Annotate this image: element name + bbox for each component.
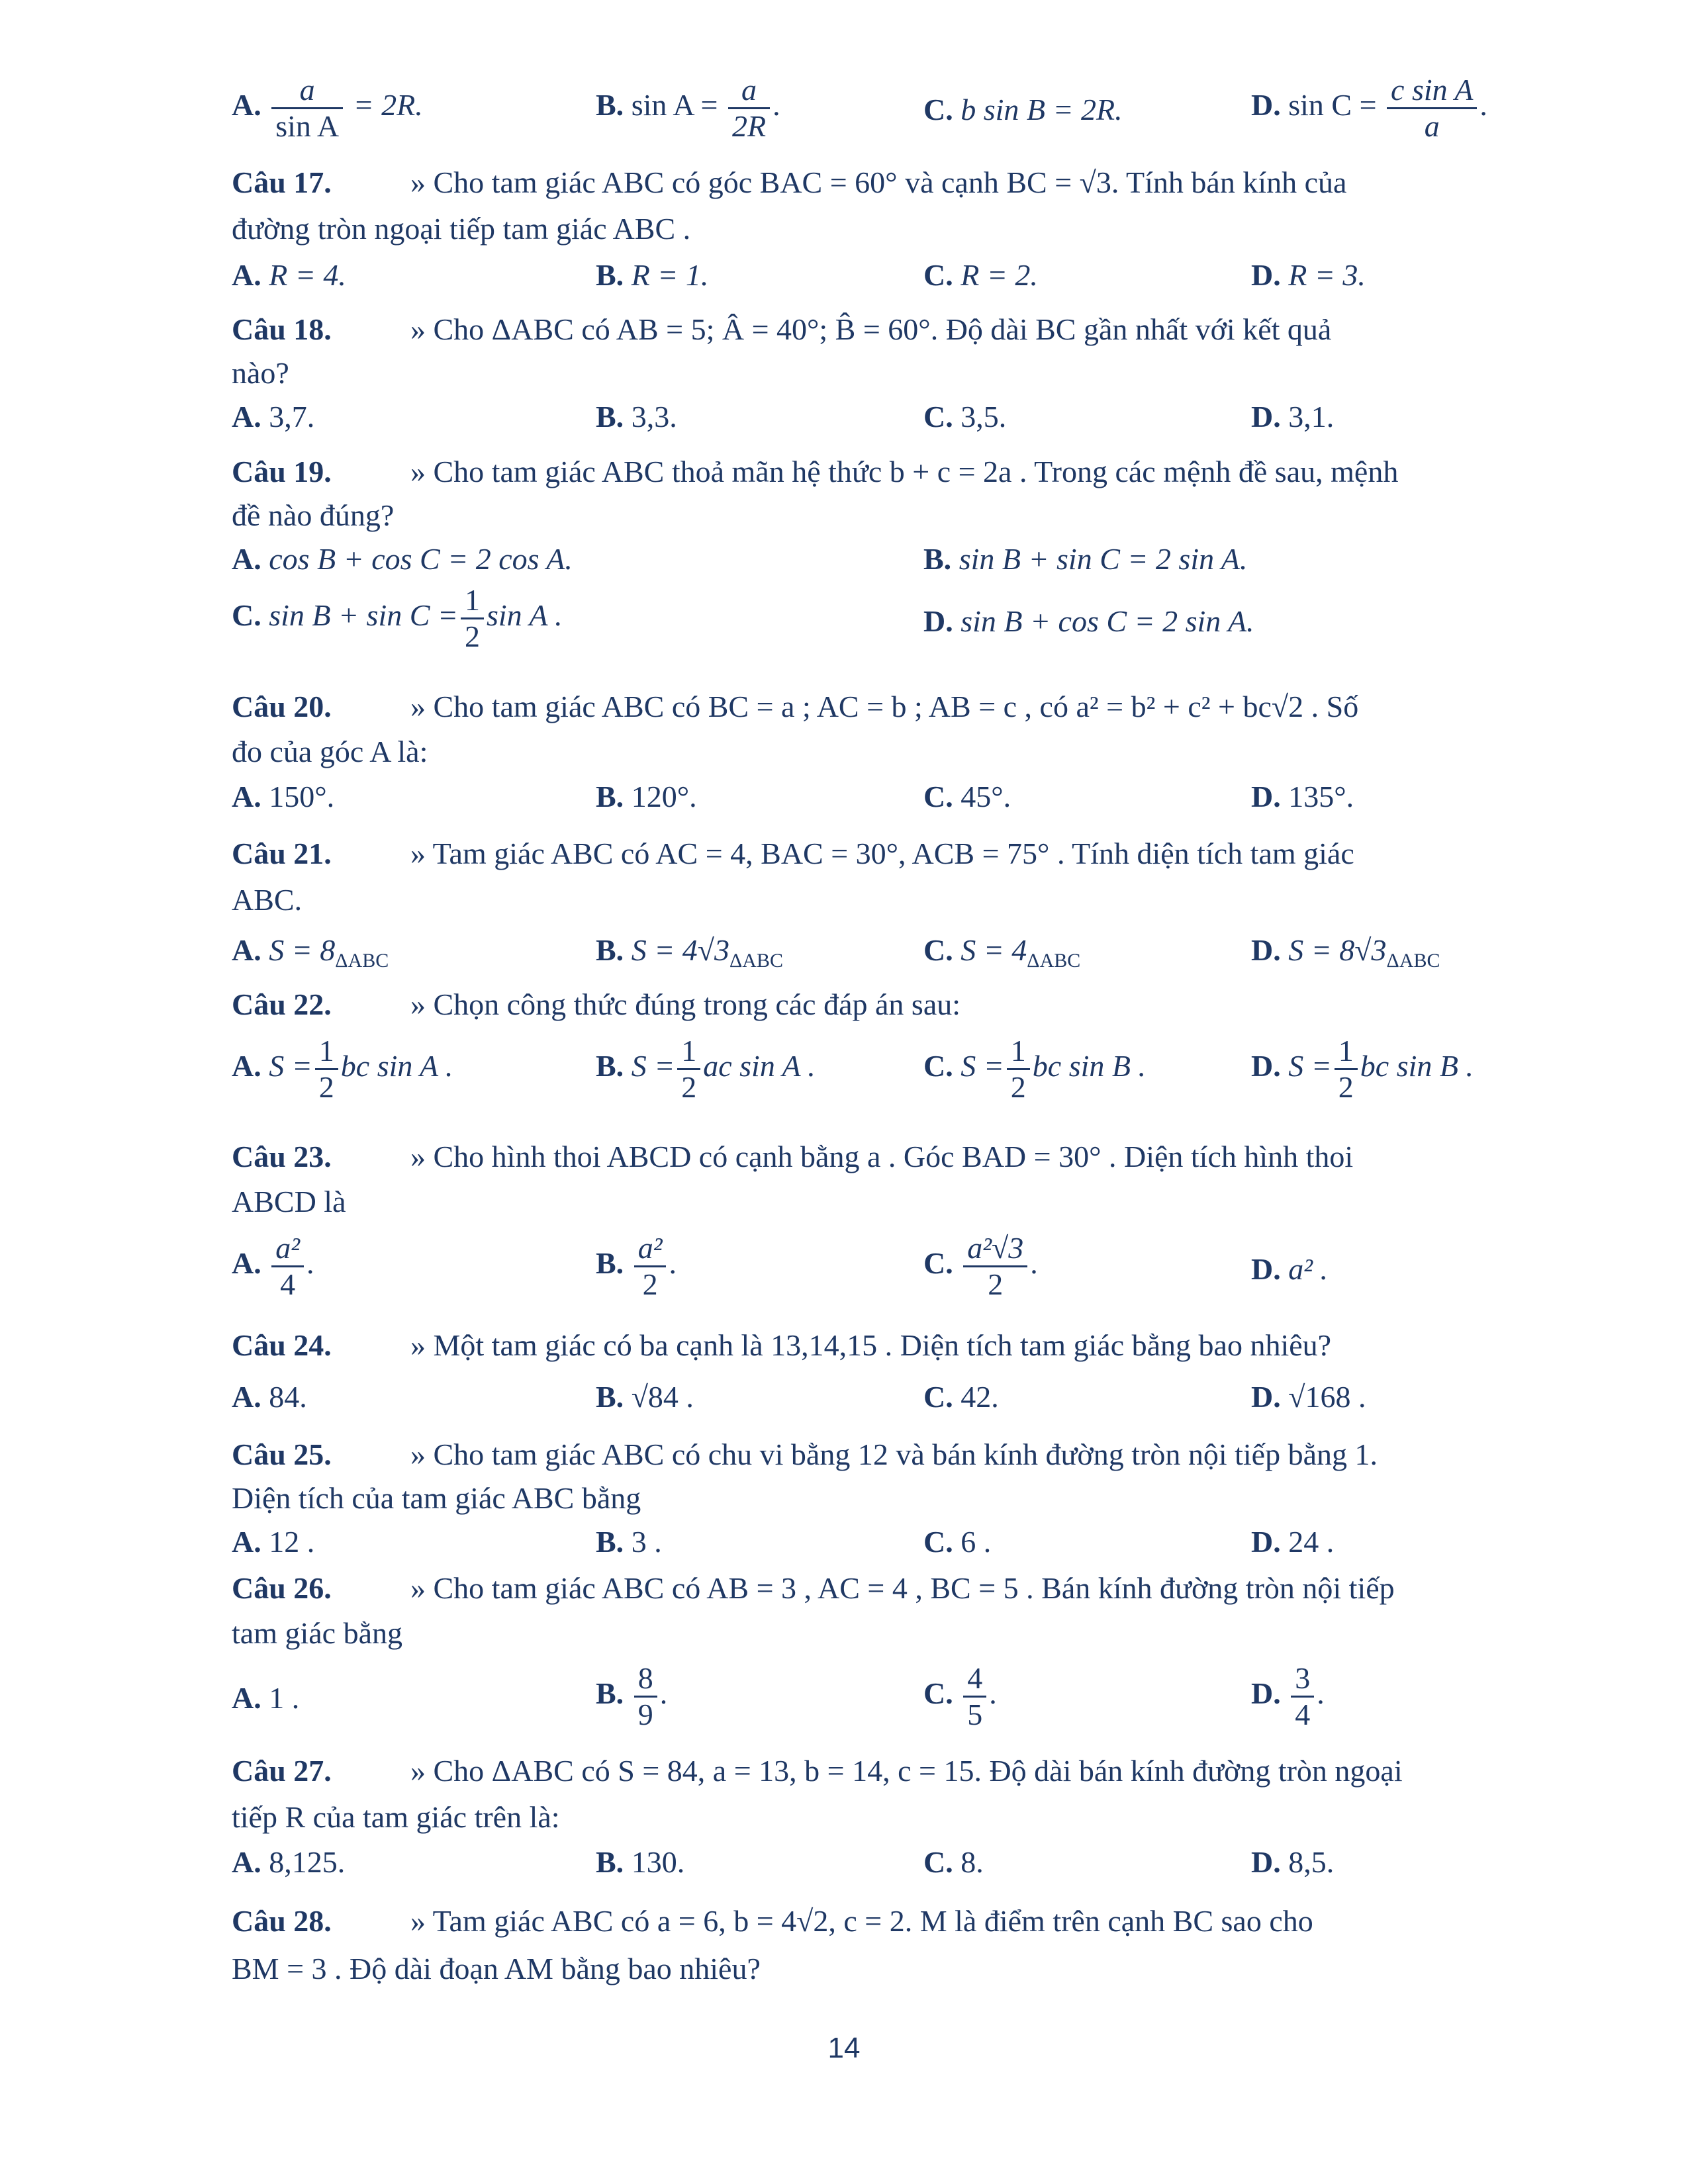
question-number: Câu 18.: [232, 312, 332, 346]
question-24: Câu 24. » Một tam giác có ba cạnh là 13,14,15 . Diện tích tam giác bằng bao nhiêu? A. 84. B. √84 . C. 42. D. √168 .: [232, 1327, 1489, 1420]
question-27: Câu 27. » Cho ΔABC có S = 84, a = 13, b = 14, c = 15. Độ dài bán kính đường tròn ngoại tiếp R của tam giác trên là: A. 8,125. B. 130. C. 8. D. 8,5.: [232, 1752, 1489, 1885]
question-text-cont: đề nào đúng?: [232, 498, 395, 532]
question-text: » Cho tam giác ABC thoả mãn hệ thức b + c = 2a . Trong các mệnh đề sau, mệnh: [410, 455, 1399, 488]
fraction: $\frac{\text{c sin A}}{a}$: [1387, 73, 1477, 144]
question-21: Câu 21. » Tam giác ABC có AC = 4, BAC = 30°, ACB = 75° . Tính diện tích tam giác ABC. A. $S = 8_{\Delta ABC}$ B. $S = 4√3_{\Delta ABC}$ C. $S = 4_{\Delta ABC}$ D. $S = 8√3_{\Delta ABC}$: [232, 835, 1489, 968]
question-17: Câu 17. » Cho tam giác ABC có góc BAC = 60° và cạnh BC = √3. Tính bán kính của đường tròn ngoại tiếp tam giác ABC . A. R = 4. B. R = 1. C. R = 2. D. R = 3.: [232, 164, 1489, 296]
question-number: Câu 19.: [232, 455, 332, 488]
question-text: » Cho tam giác ABC có AB = 3 , AC = 4 , BC = 5 . Bán kính đường tròn nội tiếp: [410, 1571, 1395, 1605]
page-number: 14: [827, 2032, 861, 2064]
question-number: Câu 24.: [232, 1328, 332, 1362]
question-20: Câu 20. » Cho tam giác ABC có BC = a ; AC = b ; AB = c , có a² = b² + c² + bc√2 . Số đo của góc A là: A. 150°. B. 120°. C. 45°. D. 135°.: [232, 688, 1489, 821]
question-28: [232, 1903, 1489, 1995]
question-text: » Tam giác ABC có a = 6, b = 4√2, c = 2. M là điểm trên cạnh BC sao cho: [410, 1904, 1313, 1938]
fraction: $\frac{a}{\text{sin A}}$: [271, 73, 343, 144]
question-number: Câu 28.: [232, 1904, 332, 1938]
option-c: C. b sin B = 2R.: [923, 93, 1123, 126]
question-23: Câu 23. » Cho hình thoi ABCD có cạnh bằng a . Góc BAD = 30° . Diện tích hình thoi ABCD là A. $\frac{\text{a²}}{4}$ . B. $\frac{\text{a²}}{2}$ . C. $\frac{\text{a²√3}}{2}$ . D. a² .: [232, 1138, 1489, 1310]
question-25: Câu 25. » Cho tam giác ABC có chu vi bằng 12 và bán kính đường tròn nội tiếp bằng 1. Diện tích của tam giác ABC bằng A. 12 . B. 3 . C. 6 . D. 24 .: [232, 1436, 1489, 1569]
question-text: » Cho ΔABC có S = 84, a = 13, b = 14, c = 15. Độ dài bán kính đường tròn ngoại: [410, 1754, 1403, 1788]
question-text-cont: ABC.: [232, 883, 303, 917]
question-text: » Cho ΔABC có AB = 5; Â = 40°; B̂ = 60°. Độ dài BC gần nhất với kết quả: [410, 312, 1332, 346]
question-text: » Cho tam giác ABC có BC = a ; AC = b ; AB = c , có a² = b² + c² + bc√2 . Số: [410, 690, 1359, 723]
question-number: Câu 25.: [232, 1437, 332, 1471]
option-a: A. $\frac{a}{\text{sin A}}$ = 2R.: [232, 73, 423, 143]
question-number: Câu 23.: [232, 1140, 332, 1173]
question-number: Câu 26.: [232, 1571, 332, 1605]
question-text: » Chọn công thức đúng trong các đáp án sau:: [410, 987, 961, 1021]
question-26: Câu 26. » Cho tam giác ABC có AB = 3 , AC = 4 , BC = 5 . Bán kính đường tròn nội tiếp tam giác bằng A. 1 . B. $\frac{8}{9}$ . C. $\frac{4}{5}$ . D. $\frac{3}{4}$ .: [232, 1570, 1489, 1742]
question-text: » Một tam giác có ba cạnh là 13,14,15 . Diện tích tam giác bằng bao nhiêu?: [410, 1328, 1332, 1362]
option-d: D. sin C = $\frac{\text{c sin A}}{a}$ .: [1251, 73, 1487, 143]
question-number: Câu 20.: [232, 690, 332, 723]
question-18: Câu 18. » Cho ΔABC có AB = 5; Â = 40°; B̂ = 60°. Độ dài BC gần nhất với kết quả nào? A. 3,7. B. 3,3. C. 3,5. D. 3,1.: [232, 311, 1489, 443]
question-text: » Cho tam giác ABC có chu vi bằng 12 và bán kính đường tròn nội tiếp bằng 1.: [410, 1437, 1378, 1471]
question-text: » Cho tam giác ABC có góc BAC = 60° và cạnh BC = √3. Tính bán kính của: [410, 165, 1347, 199]
question-text-cont: ABCD là: [232, 1185, 346, 1218]
question-text: » Tam giác ABC có AC = 4, BAC = 30°, ACB = 75° . Tính diện tích tam giác: [410, 837, 1354, 870]
question-text-cont: tiếp R của tam giác trên là:: [232, 1800, 560, 1834]
question-text-cont: đo của góc A là:: [232, 735, 428, 768]
q16-options: [232, 73, 1489, 146]
question-text-cont: BM = 3 . Độ dài đoạn AM bằng bao nhiêu?: [232, 1952, 761, 1985]
question-19: Câu 19. » Cho tam giác ABC thoả mãn hệ thức b + c = 2a . Trong các mệnh đề sau, mệnh đề nào đúng? A. cos B + cos C = 2 cos A. B. sin B + sin C = 2 sin A. C. sin B + sin C = $\frac{1}{2}$ sin A . D. sin B + cos C = 2 sin A.: [232, 453, 1489, 659]
question-number: Câu 27.: [232, 1754, 332, 1788]
question-number: Câu 22.: [232, 987, 332, 1021]
question-text-cont: Diện tích của tam giác ABC bằng: [232, 1481, 641, 1515]
question-text: » Cho hình thoi ABCD có cạnh bằng a . Góc BAD = 30° . Diện tích hình thoi: [410, 1140, 1354, 1173]
option-b: B. sin A = $\frac{a}{2R}$ .: [596, 73, 780, 143]
question-22: Câu 22. » Chọn công thức đúng trong các đáp án sau: A. S = $\frac{1}{2}$ bc sin A . B. S = $\frac{1}{2}$ ac sin A . C. S = $\frac{1}{2}$ bc sin B . D. S = $\frac{1}{2}$ bc sin B .: [232, 986, 1489, 1118]
question-text-cont: nào?: [232, 356, 289, 390]
question-number: Câu 17.: [232, 165, 332, 199]
question-text-cont: tam giác bằng: [232, 1616, 403, 1650]
question-text-cont: đường tròn ngoại tiếp tam giác ABC .: [232, 212, 691, 246]
question-number: Câu 21.: [232, 837, 332, 870]
fraction: $\frac{a}{2R}$: [728, 73, 770, 144]
